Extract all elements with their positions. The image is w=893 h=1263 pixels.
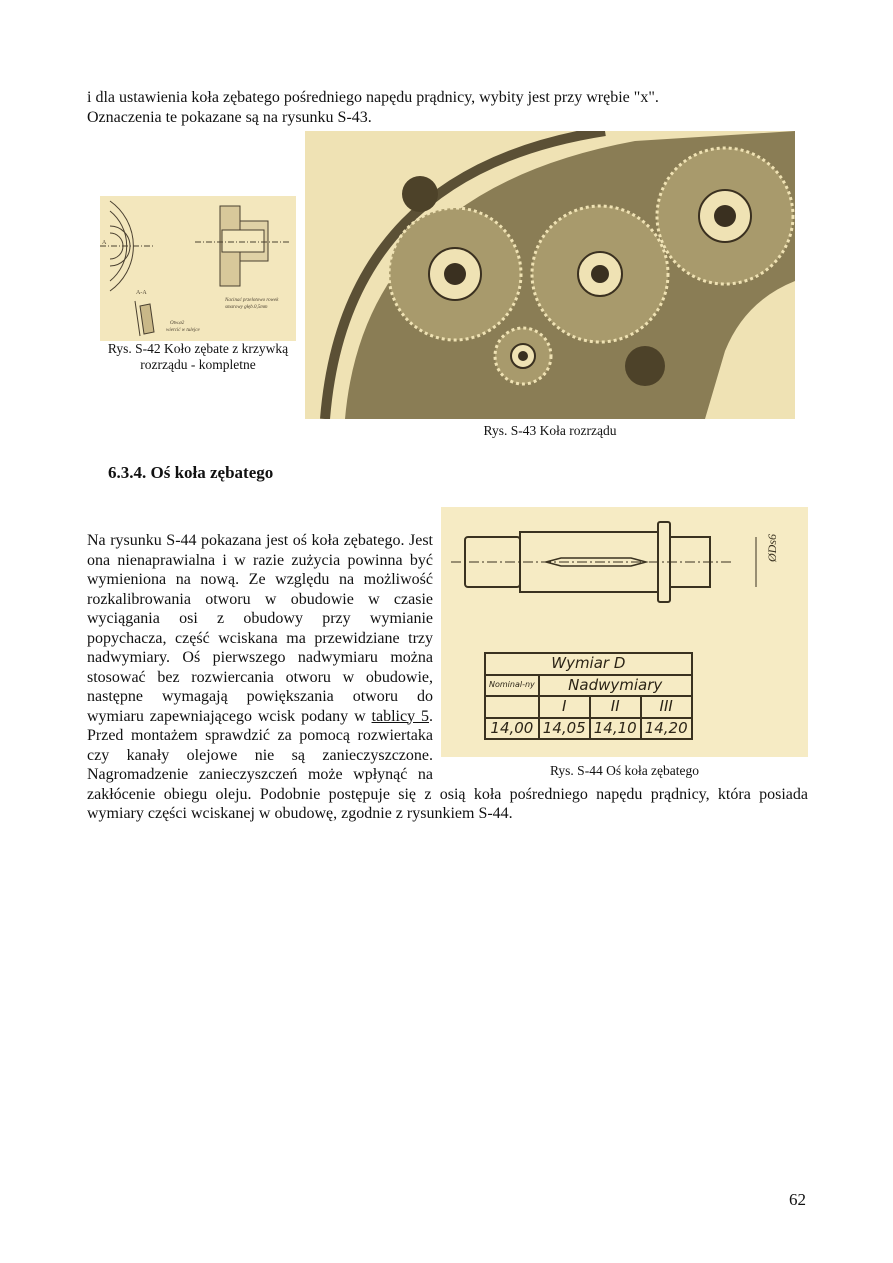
figure-s42-caption: Rys. S-42 Koło zębate z krzywką rozrządu - kompletne	[107, 341, 289, 372]
svg-text:Nacinać przelotowo rowek: Nacinać przelotowo rowek	[225, 298, 279, 303]
section-heading: 6.3.4. Oś koła zębatego	[108, 463, 274, 482]
body-text-continued: . Przed montażem sprawdzić za pomocą rozwiertaka czy kanały olejowe nie są zanieczyszczone. Nagromadzenie zanieczyszczeń może wpłynąć na zakłócenie obiegu oleju. Podobnie postępuje się z osią koła pośredniego napędu prądnicy, która posiada wymiary części wciskanej w obudowę, zgodnie z rysunkiem S-44.	[87, 707, 808, 822]
nominal-header: Nominal-ny	[485, 675, 539, 697]
oversize-table	[484, 652, 693, 740]
col-header: III	[641, 696, 692, 718]
figure-s44	[441, 507, 808, 783]
svg-text:smarowy głęb.0,5mm: smarowy głęb.0,5mm	[225, 305, 268, 310]
axle-drawing	[441, 507, 808, 757]
oversize-header: Nadwymiary	[539, 675, 692, 697]
table-cell: 14,10	[590, 718, 641, 740]
figure-s43	[305, 131, 795, 439]
col-header: I	[539, 696, 590, 718]
table-cell: 14,05	[539, 718, 590, 740]
table-cell: 14,20	[641, 718, 692, 740]
timing-gears-photo	[305, 131, 795, 419]
table-cell: 14,00	[485, 718, 539, 740]
col-header: II	[590, 696, 641, 718]
svg-text:A: A	[102, 240, 107, 246]
dimension-label: ØDs6	[765, 533, 779, 562]
intro-paragraph	[87, 88, 817, 127]
page-number: 62	[789, 1190, 806, 1209]
body-text: Na rysunku S-44 pokazana jest oś koła zębatego. Jest ona nienaprawialna i w razie zużycia powinna być wymieniona na nową. Ze względu na możliwość rozkalibrowania otworu w obudowie w czasie wyciągania osi z obudowy przy wymianie popychacza, część wciskana ma przewidziane trzy nadwymiary. Oś pierwszego nadwymiaru można stosować bez rozwiercania otworu w obudowie, następne wymagają powiększania otworu do wymiaru zapewniającego wcisk podany w	[87, 532, 433, 725]
figure-s43-caption: Rys. S-43 Koła rozrządu	[483, 423, 617, 438]
svg-text:wiercić w tulejce: wiercić w tulejce	[166, 328, 200, 333]
gear-drawing-image	[100, 196, 296, 341]
figure-s42	[100, 196, 296, 373]
table-5-link[interactable]: tablicy 5	[371, 707, 429, 725]
svg-text:A-A: A-A	[136, 290, 147, 296]
figure-s44-caption: Rys. S-44 Oś koła zębatego	[549, 763, 700, 778]
body-paragraph	[87, 507, 808, 824]
intro-line-1: i dla ustawienia koła zębatego pośredniego napędu prądnicy, wybity jest przy wrębie "x".	[87, 89, 659, 106]
table-title: Wymiar D	[485, 653, 692, 675]
intro-line-2: Oznaczenia te pokazane są na rysunku S-43.	[87, 108, 372, 126]
svg-text:Otw.ø2: Otw.ø2	[170, 321, 185, 326]
